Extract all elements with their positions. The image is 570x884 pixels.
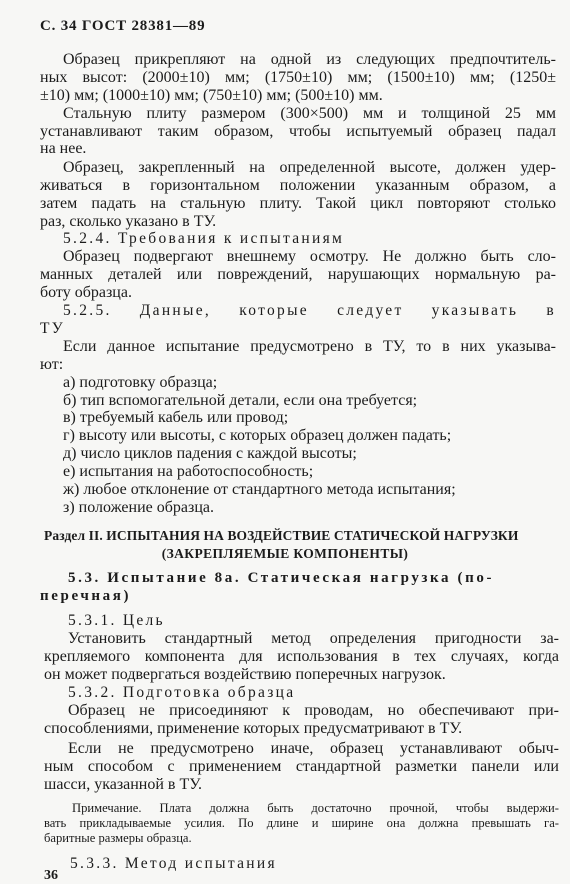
note-line: баритные размеры образца. xyxy=(44,831,192,845)
section-heading: 5.3. Испытание 8а. Статическая нагрузка (по- xyxy=(68,570,495,586)
section-heading: ТУ xyxy=(40,320,66,337)
page-number: 36 xyxy=(44,868,58,883)
text-line: крепляемого компонента для использования в тех случаях, когда xyxy=(44,648,559,665)
text-line: боту образца. xyxy=(40,284,132,301)
list-item: г) высоту или высоты, с которых образец должен падать; xyxy=(63,427,452,444)
text-line: Стальную плиту размером (300×500) мм и толщиной 25 мм xyxy=(63,105,556,122)
text-line: Образец не присоединяют к проводам, но обеспечивают при- xyxy=(68,702,559,719)
text-line: Если данное испытание предусмотрено в ТУ, то в них указыва- xyxy=(63,338,556,355)
text-line: шасси, указанной в ТУ. xyxy=(44,776,202,793)
section-heading: перечная) xyxy=(40,588,132,604)
section-heading: 5.3.3. Метод испытания xyxy=(70,855,277,872)
list-item: е) испытания на работоспособность; xyxy=(63,463,314,480)
text-line: Образец, закрепленный на определенной высоте, должен удер- xyxy=(63,159,556,176)
section-heading: 5.3.2. Подготовка образца xyxy=(68,684,296,701)
text-line: раз, сколько указано в ТУ. xyxy=(40,213,217,230)
list-item: д) число циклов падения с каждой высоты; xyxy=(63,445,357,462)
section-heading: 5.2.4. Требования к испытаниям xyxy=(63,230,345,247)
list-item: з) положение образца. xyxy=(63,499,214,516)
section-heading: 5.2.5. Данные, которые следует указывать в xyxy=(63,302,556,319)
text-line: Образец подвергают внешнему осмотру. Не должно быть сло- xyxy=(63,248,556,265)
part-heading: Раздел II. ИСПЫТАНИЯ НА ВОЗДЕЙСТВИЕ СТАТИЧЕСКОЙ НАГРУЗКИ xyxy=(44,528,519,543)
text-line: способлениями, применение которых предусматривают в ТУ. xyxy=(44,720,463,737)
text-line: он может подвергаться воздействию поперечных нагрузок. xyxy=(44,666,446,683)
list-item: ж) любое отклонение от стандартного метода испытания; xyxy=(63,481,456,498)
note-line: вать прикладываемые усилия. По длине и ширине она должна превышать га- xyxy=(44,816,559,830)
text-line: манных деталей или повреждений, нарушающих нормальную ра- xyxy=(40,266,556,283)
text-line: живаться в горизонтальном положении указанным образом, а xyxy=(40,177,556,194)
text-line: затем падать на стальную плиту. Такой цикл повторяют столько xyxy=(40,195,556,212)
text-line: Установить стандартный метод определения пригодности за- xyxy=(68,630,559,647)
part-heading: (ЗАКРЕПЛЯЕМЫЕ КОМПОНЕНТЫ) xyxy=(161,546,409,561)
page-header: С. 34 ГОСТ 28381—89 xyxy=(40,18,206,34)
text-line: ют: xyxy=(40,356,64,373)
text-line: ных высот: (2000±10) мм; (1750±10) мм; (1500±10) мм; (1250± xyxy=(40,69,556,86)
text-line: Если не предусмотрено иначе, образец устанавливают обыч- xyxy=(68,740,559,757)
note-line: Примечание. Плата должна быть достаточно прочной, чтобы выдержи- xyxy=(72,801,559,815)
list-item: а) подготовку образца; xyxy=(63,374,218,391)
list-item: в) требуемый кабель или провод; xyxy=(63,409,289,426)
text-line: на нее. xyxy=(40,140,87,157)
text-line: ным способом с применением стандартной разметки панели или xyxy=(44,758,559,775)
text-line: ±10) мм; (1000±10) мм; (750±10) мм; (500±10) мм. xyxy=(40,87,383,104)
section-heading: 5.3.1. Цель xyxy=(68,612,165,629)
text-line: Образец прикрепляют на одной из следующих предпочтитель- xyxy=(63,51,556,68)
list-item: б) тип вспомогательной детали, если она требуется; xyxy=(63,392,418,409)
text-line: устанавливают таким образом, чтобы испытуемый образец падал xyxy=(40,123,556,140)
